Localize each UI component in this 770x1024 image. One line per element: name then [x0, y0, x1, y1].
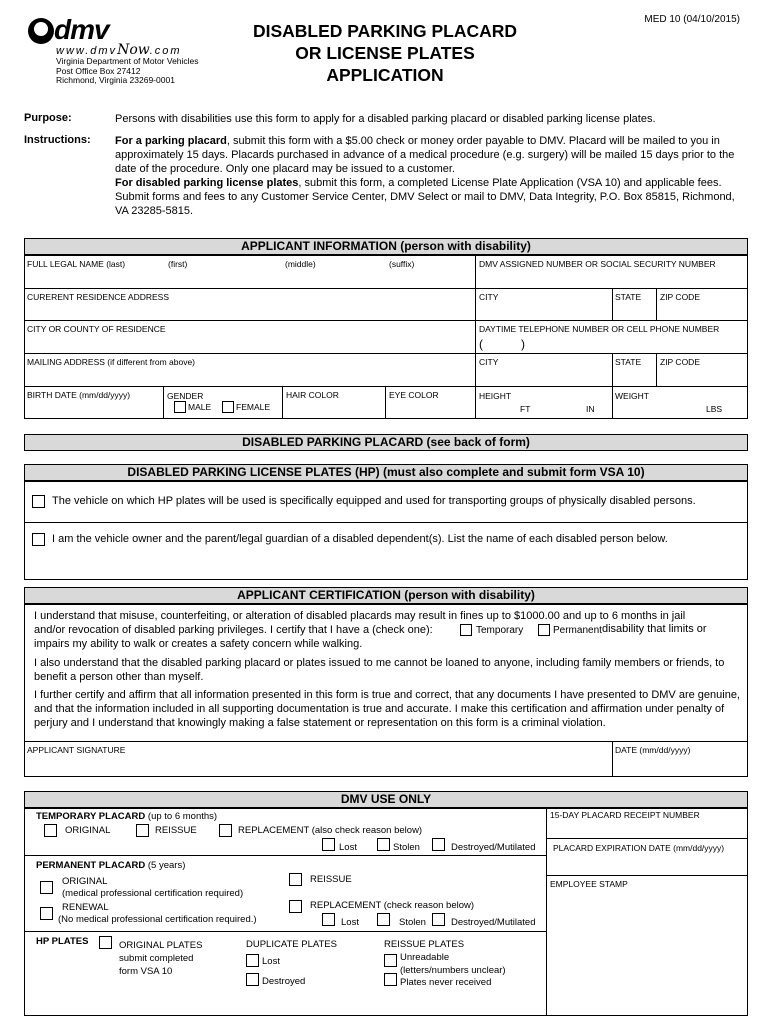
perm-stolen-label: Stolen	[399, 917, 426, 928]
perm-stolen-checkbox[interactable]	[377, 913, 390, 926]
date-label: DATE (mm/dd/yyyy)	[615, 745, 691, 755]
receipt-label: 15-DAY PLACARD RECEIPT NUMBER	[550, 810, 700, 820]
perm-replacement-label: REPLACEMENT (check reason below)	[310, 900, 475, 911]
male-label: MALE	[188, 402, 212, 412]
hair-color-label: HAIR COLOR	[286, 390, 339, 400]
purpose-text: Persons with disabilities use this form to apply for a disabled parking placard or disabled parking license plates.	[115, 113, 656, 125]
date-field[interactable]	[614, 756, 746, 776]
male-checkbox[interactable]	[174, 401, 186, 413]
full-name-label: FULL LEGAL NAME (last)	[27, 259, 126, 269]
dup-lost-label: Lost	[262, 956, 280, 967]
temp-destroyed-checkbox[interactable]	[432, 838, 445, 851]
instructions-label: Instructions:	[24, 134, 91, 146]
perm-lost-label: Lost	[341, 917, 359, 928]
city-label: CITY	[479, 292, 499, 302]
unreadable-checkbox[interactable]	[384, 954, 397, 967]
mailing-state-label: STATE	[615, 357, 642, 367]
plates-option1-text: The vehicle on which HP plates will be used is specifically equipped and used for transporting groups of physically disabled persons.	[52, 495, 696, 507]
temp-stolen-checkbox[interactable]	[377, 838, 390, 851]
mailing-city-label: CITY	[479, 357, 499, 367]
unreadable-group: Unreadable (letters/numbers unclear)	[400, 952, 506, 976]
dmv-use-heading: DMV USE ONLY	[24, 791, 748, 808]
hp-plates-label: HP PLATES	[36, 936, 89, 947]
applicant-info-heading: APPLICANT INFORMATION (person with disability)	[24, 238, 748, 255]
logo-url: www.dmvNow.com	[56, 42, 182, 58]
phone-close-paren: )	[521, 337, 525, 351]
dmv-number-field[interactable]	[477, 270, 747, 287]
height-label: HEIGHT	[479, 391, 512, 401]
certification-para2: I also understand that the disabled parking placard or plates issued to me cannot be loaned to anyone, including family members or friends, to benefit a person other than myself.	[34, 657, 725, 683]
certification-para3: I further certify and affirm that all information presented in this form is true and correct, that any documents I have presented to DMV are genuine, and that the information included in all supporting documentation is true and accurate. I make this certification and affirmation under penalty of perjury and I understand that knowingly making a false statement or representation on this form is a criminal violation.	[34, 689, 740, 729]
certification-heading: APPLICANT CERTIFICATION (person with disability)	[24, 587, 748, 604]
temporary-checkbox[interactable]	[460, 624, 472, 636]
certification-para1: I understand that misuse, counterfeiting, or alteration of disabled placards may result in fines up to $1000.00 and up to 6 months in jail and/or revocation of disabled parking privileges. I certify that I have a (check one): impairs my ability to walk or creates a safety concern while walking.	[34, 610, 686, 650]
purpose-label: Purpose:	[24, 112, 72, 124]
perm-original-label: ORIGINAL	[62, 876, 108, 887]
perm-destroyed-checkbox[interactable]	[432, 913, 445, 926]
dup-lost-checkbox[interactable]	[246, 954, 259, 967]
dup-destroyed-checkbox[interactable]	[246, 973, 259, 986]
temp-replacement-label: REPLACEMENT (also check reason below)	[238, 825, 423, 836]
perm-lost-checkbox[interactable]	[322, 913, 335, 926]
eye-color-label: EYE COLOR	[389, 390, 439, 400]
weight-label: WEIGHT	[615, 391, 649, 401]
temp-lost-label: Lost	[339, 842, 357, 853]
plates-option1-checkbox[interactable]	[32, 495, 45, 508]
instructions-text: For a parking placard, submit this form with a $5.00 check or money order payable to DMV. Placard will be mailed to you in approximately 15 days. Placards purchased in advance of a medical procedure (e.g. surgery) will be mailed 15 days prior to the date of the procedure. Only one placard may be issued to a customer. For disabled parking license plates, submit this form, a completed License Plate Application (VSA 10) and applicable fees. Submit forms and fees to any Customer Service Center, DMV Select or mail to DMV, Data Integrity, P.O. Box 85815, Richmond, VA 23285-5815.	[115, 135, 735, 217]
gender-label: GENDER	[167, 391, 204, 401]
dup-destroyed-label: Destroyed	[262, 976, 306, 987]
never-received-checkbox[interactable]	[384, 973, 397, 986]
temp-placard-row: TEMPORARY PLACARD (up to 6 months)	[36, 811, 218, 822]
suffix-label: (suffix)	[389, 259, 415, 269]
temp-reissue-checkbox[interactable]	[136, 824, 149, 837]
state-label: STATE	[615, 292, 642, 302]
renewal-checkbox[interactable]	[40, 907, 53, 920]
permanent-label: Permanent	[553, 625, 602, 636]
phone-field[interactable]	[530, 335, 745, 351]
county-field[interactable]	[25, 335, 473, 351]
temp-stolen-label: Stolen	[393, 842, 420, 853]
birth-date-label: BIRTH DATE (mm/dd/yyyy)	[27, 390, 131, 400]
perm-reissue-checkbox[interactable]	[289, 873, 302, 886]
county-label: CITY OR COUNTY OF RESIDENCE	[27, 324, 166, 334]
never-received-label: Plates never received	[400, 977, 492, 988]
hp-original-checkbox[interactable]	[99, 936, 112, 949]
expiration-label: PLACARD EXPIRATION DATE (mm/dd/yyyy)	[553, 843, 725, 853]
form-title: DISABLED PARKING PLACARD OR LICENSE PLATES APPLICATION	[252, 21, 518, 85]
temporary-label: Temporary	[476, 625, 524, 636]
permanent-checkbox[interactable]	[538, 624, 550, 636]
renewal-note: (No medical professional certification required.)	[58, 914, 257, 925]
female-label: FEMALE	[236, 402, 271, 412]
temp-reissue-label: REISSUE	[155, 825, 197, 836]
temp-destroyed-label: Destroyed/Mutilated	[451, 842, 536, 853]
dmv-swirl-icon	[28, 18, 54, 44]
duplicate-plates-label: DUPLICATE PLATES	[246, 939, 337, 950]
signature-label: APPLICANT SIGNATURE	[27, 745, 126, 755]
temp-lost-checkbox[interactable]	[322, 838, 335, 851]
dmv-number-label: DMV ASSIGNED NUMBER OR SOCIAL SECURITY NUMBER	[479, 259, 716, 269]
plates-heading: DISABLED PARKING LICENSE PLATES (HP) (must also complete and submit form VSA 10)	[24, 464, 748, 481]
temp-replacement-checkbox[interactable]	[219, 824, 232, 837]
mailing-zip-label: ZIP CODE	[660, 357, 700, 367]
logo-word: dmv	[54, 14, 109, 45]
placard-bar: DISABLED PARKING PLACARD (see back of form)	[24, 434, 748, 451]
perm-original-note: (medical professional certification required)	[62, 888, 244, 899]
renewal-label: RENEWAL	[62, 902, 109, 913]
form-number: MED 10 (04/10/2015)	[644, 14, 740, 25]
perm-destroyed-label: Destroyed/Mutilated	[451, 917, 536, 928]
full-name-field[interactable]	[25, 270, 473, 287]
zip-label: ZIP CODE	[660, 292, 700, 302]
perm-replacement-checkbox[interactable]	[289, 900, 302, 913]
hp-original-group: ORIGINAL PLATES submit completed form VSA 10	[119, 940, 203, 977]
phone-open-paren: (	[479, 337, 483, 351]
agency-address: Virginia Department of Motor Vehicles Post Office Box 27412 Richmond, Virginia 23269-0001	[56, 56, 199, 85]
employee-stamp-label: EMPLOYEE STAMP	[550, 879, 628, 889]
temp-original-label: ORIGINAL	[65, 825, 111, 836]
plates-option2-checkbox[interactable]	[32, 533, 45, 546]
weight-lbs-label: LBS	[706, 404, 723, 414]
residence-label: CURERENT RESIDENCE ADDRESS	[27, 292, 170, 302]
signature-field[interactable]	[25, 756, 610, 776]
residence-field[interactable]	[25, 303, 473, 319]
female-checkbox[interactable]	[222, 401, 234, 413]
perm-original-checkbox[interactable]	[40, 881, 53, 894]
mailing-label: MAILING ADDRESS (if different from above)	[27, 357, 196, 367]
height-ft-label: FT	[520, 404, 531, 414]
perm-reissue-label: REISSUE	[310, 874, 352, 885]
phone-label: DAYTIME TELEPHONE NUMBER OR CELL PHONE NUMBER	[479, 324, 720, 334]
plates-option2-text: I am the vehicle owner and the parent/legal guardian of a disabled dependent(s). List the name of each disabled person below.	[52, 533, 668, 545]
height-in-label: IN	[586, 404, 595, 414]
first-name-label: (first)	[168, 259, 188, 269]
perm-placard-row: PERMANENT PLACARD (5 years)	[36, 860, 186, 871]
temp-original-checkbox[interactable]	[44, 824, 57, 837]
middle-name-label: (middle)	[285, 259, 316, 269]
reissue-plates-label: REISSUE PLATES	[384, 939, 465, 950]
disability-text: disability that limits or	[602, 623, 707, 635]
